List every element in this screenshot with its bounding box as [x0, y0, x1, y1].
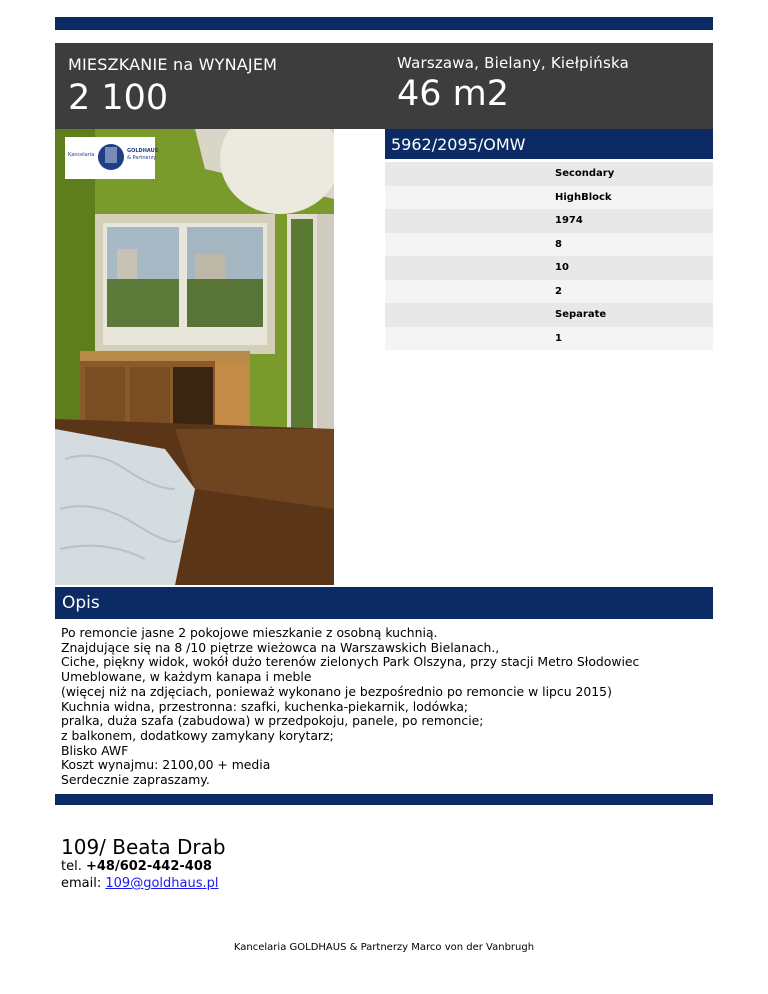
- reference-number: 5962/2095/OMW: [391, 135, 526, 154]
- header-left: [68, 55, 277, 118]
- listing-header: [55, 43, 713, 129]
- detail-rooms: 2: [385, 280, 713, 304]
- logo-text-brand: GOLDHAUS: [127, 148, 159, 154]
- description-header: [55, 587, 713, 619]
- detail-kitchen: Separate: [385, 303, 713, 327]
- footer-company: Kancelaria GOLDHAUS & Partnerzy Marco von der Vanbrugh: [233, 942, 535, 953]
- listing-area: 46 m2: [397, 74, 510, 114]
- bottom-accent-bar: [55, 794, 713, 805]
- description-line: Umeblowane, w każdym kanapa i meble: [61, 669, 312, 685]
- agent-contact: [61, 836, 226, 892]
- description-line: (więcej niż na zdjęciach, ponieważ wykonano je bezpośrednio po remoncie w lipcu 2015): [61, 683, 612, 699]
- description-line: Koszt wynajmu: 2100,00 + media: [61, 757, 271, 773]
- description-line: Blisko AWF: [61, 742, 129, 758]
- listing-type: MIESZKANIE na WYNAJEM: [68, 55, 278, 74]
- listing-price: 2 100: [68, 78, 169, 118]
- description-line: Znajdujące się na 8 /10 piętrze wieżowca na Warszawskich Bielanach.,: [61, 639, 500, 655]
- top-accent-bar: [55, 17, 713, 30]
- email-label: email:: [61, 876, 102, 891]
- room-photo-illustration: [55, 129, 334, 585]
- description-line: z balkonem, dodatkowy zamykany korytarz;: [61, 727, 334, 743]
- agent-email-link[interactable]: 109@goldhaus.pl: [105, 876, 219, 891]
- detail-total-floors: 10: [385, 256, 713, 280]
- reference-number-bar: [385, 129, 713, 159]
- apartment-photo: [55, 129, 334, 585]
- detail-year-built: 1974: [385, 209, 713, 233]
- logo-text-left: Kancelaria: [68, 152, 95, 158]
- listing-location: Warszawa, Bielany, Kiełpińska: [397, 54, 629, 72]
- description-line: pralka, duża szafa (zabudowa) w przedpokoju, panele, po remoncie;: [61, 713, 484, 729]
- detail-market: Secondary: [385, 162, 713, 186]
- description-line: Ciche, piękny widok, wokół dużo terenów zielonych Park Olszyna, przy stacji Metro Słodowiec: [61, 654, 640, 670]
- phone-label: tel.: [61, 859, 82, 874]
- description-title: Opis: [62, 593, 100, 613]
- description-text: [61, 626, 711, 788]
- details-table: [385, 162, 713, 350]
- header-right: [397, 54, 629, 114]
- detail-bathrooms: 1: [385, 327, 713, 351]
- description-line: Kuchnia widna, przestronna: szafki, kuchenka-piekarnik, lodówka;: [61, 698, 469, 714]
- description-line: Po remoncie jasne 2 pokojowe mieszkanie z osobną kuchnią.: [61, 625, 438, 640]
- description-line: Serdecznie zapraszamy.: [61, 772, 210, 788]
- agent-phone[interactable]: +48/602-442-408: [85, 859, 212, 874]
- detail-floor: 8: [385, 233, 713, 257]
- detail-building-type: HighBlock: [385, 186, 713, 210]
- agent-email-line: [61, 875, 226, 892]
- logo-text-partners: & Partnerzy: [127, 155, 157, 161]
- agent-phone-line: [61, 858, 226, 875]
- agent-name: 109/ Beata Drab: [61, 835, 226, 859]
